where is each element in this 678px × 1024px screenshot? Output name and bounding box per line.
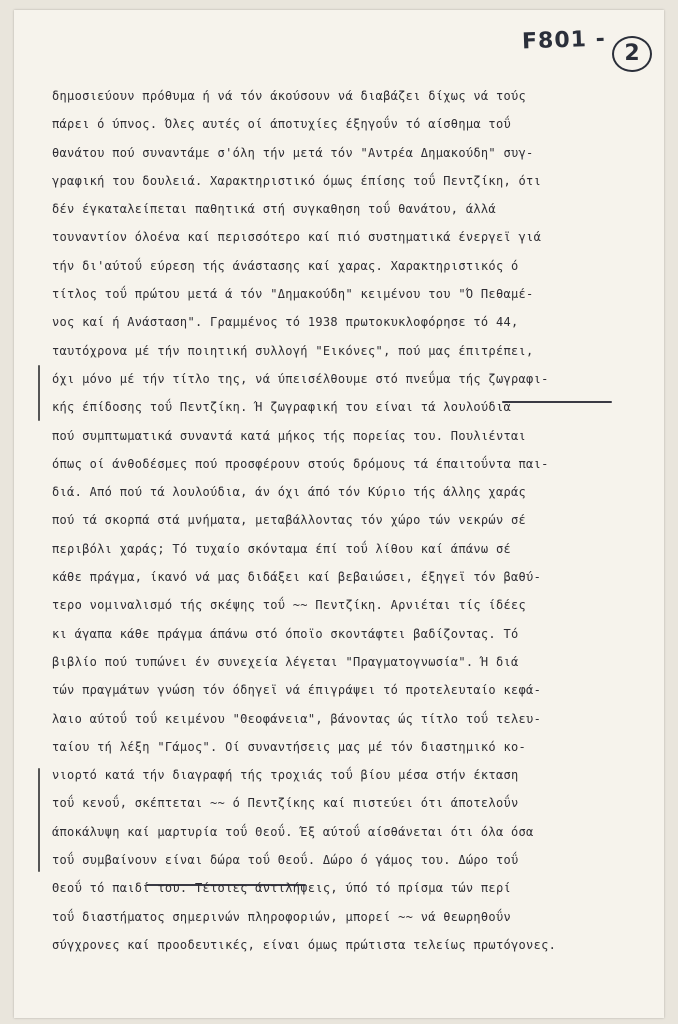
text-line: διά. Από πού τά λουλούδια, άν όχι άπό τόν Κύριο τής άλλης χαράς	[52, 485, 527, 500]
text-line: Θεοΰ τό παιδί του. Τέτοιες άντιλήψεις, ύπό τό πρίσμα τών περί	[52, 881, 512, 896]
margin-mark-2	[38, 768, 40, 872]
text-line: νιορτό κατά τήν διαγραφή τής τροχιάς τοΰ βίου μέσα στήν έκταση	[52, 768, 519, 783]
text-line: ταίου τή λέξη "Γάμος". Οί συναντήσεις μας μέ τόν διαστημικό κο-	[52, 739, 527, 754]
text-line: κάθε πράγμα, ίκανό νά μας διδάξει καί βεβαιώσει, έξηγεϊ τόν βαθύ-	[52, 570, 542, 585]
text-line: πού συμπτωματικά συναντά κατά μήκος τής πορείας του. Πουλιένται	[52, 428, 527, 443]
text-line: κής έπίδοσης τοΰ Πεντζίκη. Ή ζωγραφική του είναι τά λουλούδια	[52, 400, 512, 415]
text-line: τοΰ διαστήματος σημερινών πληροφοριών, μπορεί ~~ νά θεωρηθοΰν	[52, 909, 512, 924]
text-line: περιβόλι χαράς; Τό τυχαίο σκόνταμα έπί τοΰ λίθου καί άπάνω σέ	[52, 541, 512, 556]
text-line: τερο νομιναλισμό τής σκέψης τοΰ ~~ Πεντζίκη. Αρνιέται τίς ίδέες	[52, 598, 527, 613]
text-line: δημοσιεύουν πρόθυμα ή νά τόν άκούσουν νά διαβάζει δίχως νά τούς	[52, 89, 527, 103]
page-number: 2	[612, 36, 652, 72]
text-line: δέν έγκαταλείπεται παθητικά στή συγκαθηση τοΰ θανάτου, άλλά	[52, 202, 496, 217]
text-line: κι άγαπα κάθε πράγμα άπάνω στό όποϊο σκοντάφτει βαδίζοντας. Τό	[52, 626, 519, 641]
reference-code: F801 -	[521, 26, 607, 55]
text-line: άποκάλυψη καί μαρτυρία τοΰ Θεοΰ. Έξ αύτοΰ αίσθάνεται ότι όλα όσα	[52, 824, 534, 839]
text-line: πού τά σκορπά στά μνήματα, μεταβάλλοντας τόν χώρο τών νεκρών σέ	[52, 513, 527, 528]
text-line: σύγχρονες καί προοδευτικές, είναι όμως πρώτιστα τελείως πρωτόγονες.	[52, 937, 557, 952]
text-line: ταυτόχρονα μέ τήν ποιητική συλλογή "Εικόνες", πού μας έπιτρέπει,	[52, 343, 534, 358]
text-line: τοΰ συμβαίνουν είναι δώρα τοΰ Θεοΰ. Δώρο ό γάμος του. Δώρο τοΰ	[52, 853, 519, 868]
text-line: τοΰ κενοΰ, σκέπτεται ~~ ό Πεντζίκης καί πιστεύει ότι άποτελοΰν	[52, 796, 519, 811]
text-line: όχι μόνο μέ τήν τίτλο της, νά ύπεισέλθουμε στό πνεΰμα τής ζωγραφι-	[52, 371, 549, 386]
document-page	[14, 10, 664, 1018]
text-line: λαιο αύτοΰ τοΰ κειμένου "Θεοφάνεια", βάνοντας ώς τίτλο τοΰ τελευ-	[52, 711, 542, 726]
text-line: βιβλίο πού τυπώνει έν συνεχεία λέγεται "Πραγματογνωσία". Ή διά	[52, 654, 519, 669]
text-line: τίτλος τοΰ πρώτου μετά ά τόν "Δημακούδη" κειμένου του "Ό Πεθαμέ-	[52, 287, 534, 302]
text-line: όπως οί άνθοδέσμες πού προσφέρουν στούς δρόμους τά έπαιτοΰντα παι-	[52, 456, 549, 471]
body-text	[52, 82, 656, 959]
text-line: πάρει ό ύπνος. Όλες αυτές οί άποτυχίες έξηγοΰν τό αίσθημα τοΰ	[52, 117, 512, 132]
text-line: τουναντίον όλοένα καί περισσότερο καί πιό συστηματικά ένεργεϊ γιά	[52, 230, 542, 245]
text-line: τών πραγμάτων γνώση τόν όδηγεϊ νά έπιγράψει τό προτελευταίο κεφά-	[52, 683, 542, 698]
text-line: νος καί ή Ανάσταση". Γραμμένος τό 1938 πρωτοκυκλοφόρησε τό 44,	[52, 315, 519, 330]
text-line: γραφική του δουλειά. Χαρακτηριστικό όμως έπίσης τοΰ Πεντζίκη, ότι	[52, 173, 542, 188]
text-line: θανάτου πού συναντάμε σ'όλη τήν μετά τόν "Αντρέα Δημακούδη" συγ-	[52, 145, 534, 160]
margin-mark-1	[38, 365, 40, 421]
text-line: τήν δι'αύτοΰ εύρεση τής άνάστασης καί χαρας. Χαρακτηριστικός ό	[52, 258, 519, 273]
